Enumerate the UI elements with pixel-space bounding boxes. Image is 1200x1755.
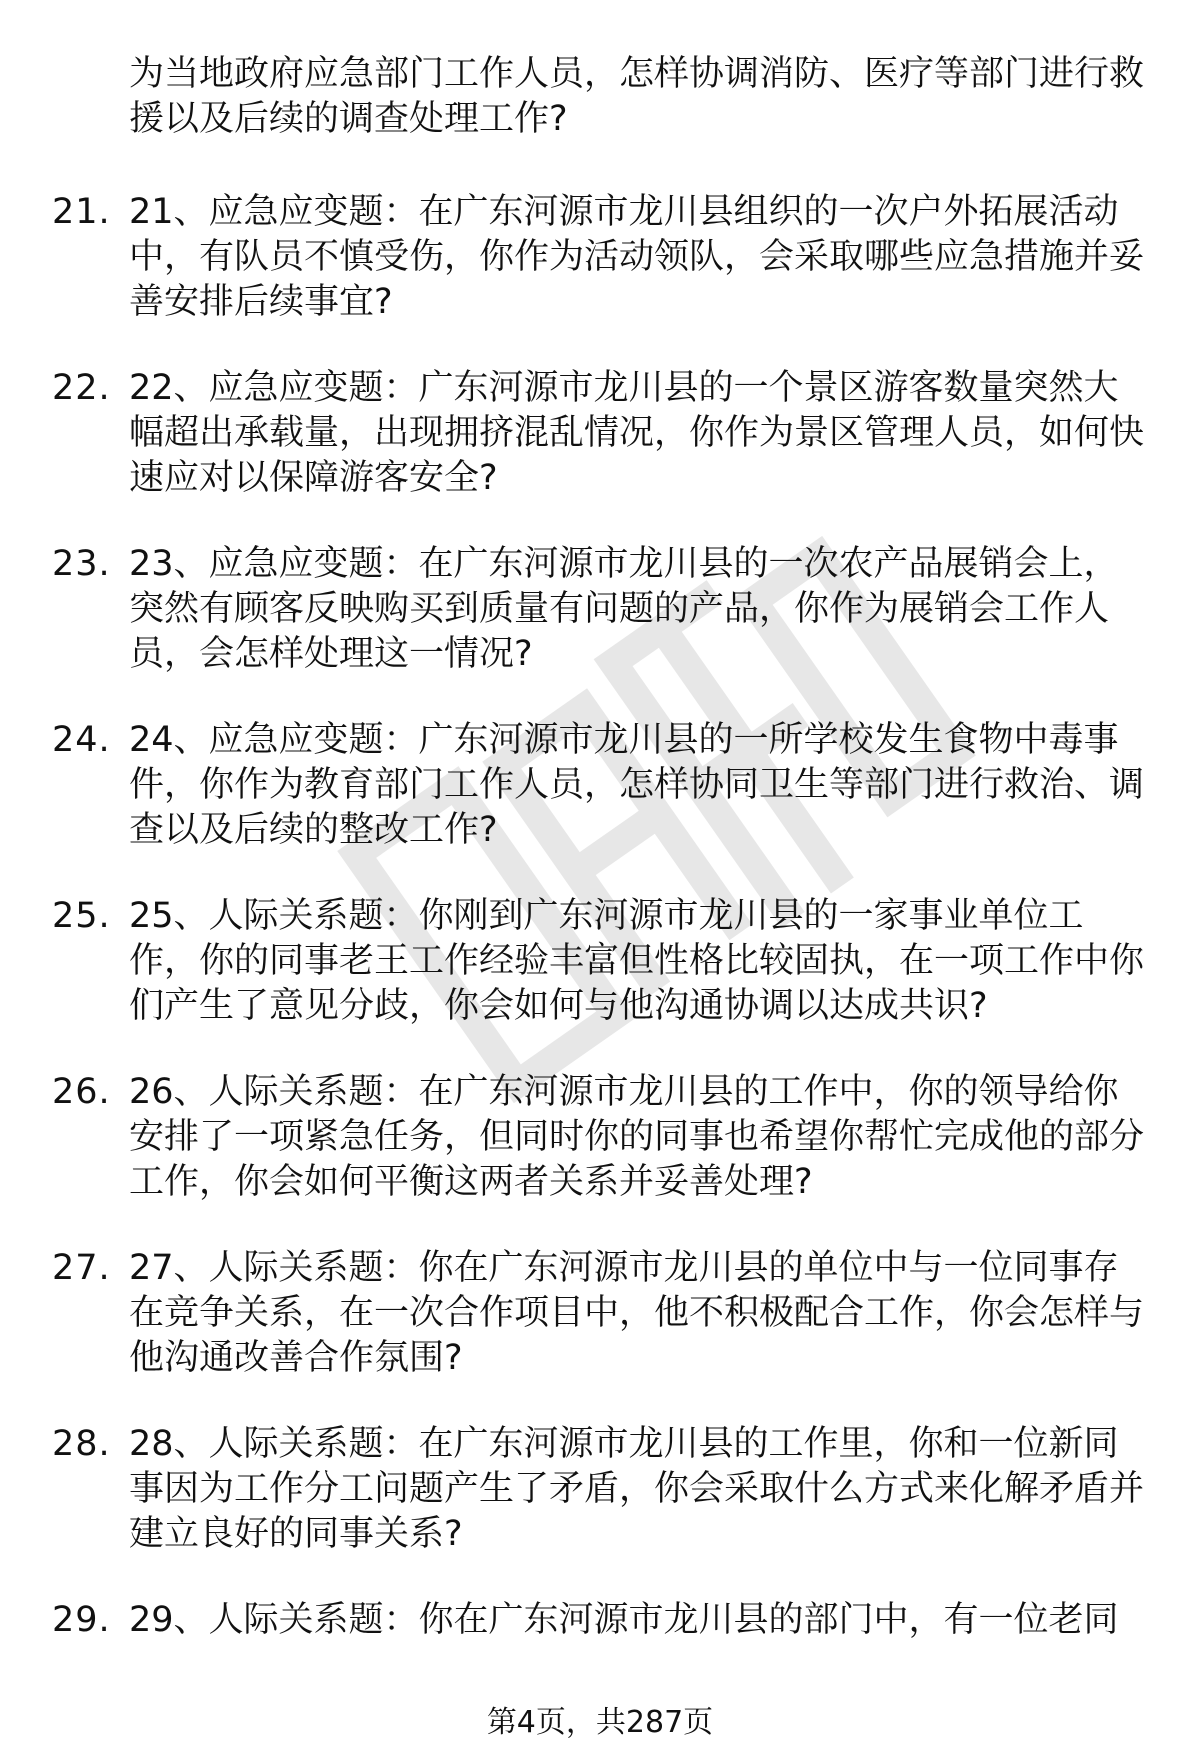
question-number: 28.	[52, 1424, 111, 1464]
question-number: 29.	[52, 1600, 111, 1640]
question-text: 23、应急应变题：在广东河源市龙川县的一次农产品展销会上，突然有顾客反映购买到质量有问题的产品，你作为展销会工作人员，会怎样处理这一情况?	[129, 544, 1119, 674]
list-item	[0, 718, 1200, 894]
question-text: 25、人际关系题：你刚到广东河源市龙川县的一家事业单位工作，你的同事老王工作经验丰富但性格比较固执，在一项工作中你们产生了意见分歧，你会如何与他沟通协调以达成共识?	[129, 896, 1145, 1026]
question-number: 27.	[52, 1248, 111, 1288]
continuation-text: 为当地政府应急部门工作人员，怎样协调消防、医疗等部门进行救援以及后续的调查处理工作?	[129, 54, 1145, 139]
question-text: 26、人际关系题：在广东河源市龙川县的工作中，你的领导给你安排了一项紧急任务，但同时你的同事也希望你帮忙完成他的部分工作，你会如何平衡这两者关系并妥善处理?	[129, 1072, 1145, 1202]
question-number: 22.	[52, 368, 111, 408]
list-item	[0, 1422, 1200, 1598]
question-text: 27、人际关系题：你在广东河源市龙川县的单位中与一位同事存在竞争关系，在一次合作项目中，他不积极配合工作，你会怎样与他沟通改善合作氛围?	[129, 1248, 1145, 1378]
list-item	[0, 894, 1200, 1070]
question-number: 21.	[52, 192, 111, 232]
list-item	[0, 366, 1200, 542]
question-number: 24.	[52, 720, 111, 760]
question-text: 24、应急应变题：广东河源市龙川县的一所学校发生食物中毒事件，你作为教育部门工作人员，怎样协同卫生等部门进行救治、调查以及后续的整改工作?	[129, 720, 1145, 850]
question-text: 29、人际关系题：你在广东河源市龙川县的部门中，有一位老同	[129, 1600, 1119, 1640]
question-number: 26.	[52, 1072, 111, 1112]
question-list	[0, 190, 1200, 1658]
list-item	[0, 1246, 1200, 1422]
question-number: 23.	[52, 544, 111, 584]
question-number: 25.	[52, 896, 111, 936]
question-text: 21、应急应变题：在广东河源市龙川县组织的一次户外拓展活动中，有队员不慎受伤，你作为活动领队，会采取哪些应急措施并妥善安排后续事宜?	[129, 192, 1145, 322]
page-footer: 第4页，共287页	[0, 1703, 1200, 1743]
list-item	[0, 190, 1200, 366]
question-text: 22、应急应变题：广东河源市龙川县的一个景区游客数量突然大幅超出承载量，出现拥挤混乱情况，你作为景区管理人员，如何快速应对以保障游客安全?	[129, 368, 1145, 498]
list-item	[0, 1598, 1200, 1658]
list-item	[0, 1070, 1200, 1246]
list-item	[0, 542, 1200, 718]
question-text: 28、人际关系题：在广东河源市龙川县的工作里，你和一位新同事因为工作分工问题产生了矛盾，你会采取什么方式来化解矛盾并建立良好的同事关系?	[129, 1424, 1145, 1554]
